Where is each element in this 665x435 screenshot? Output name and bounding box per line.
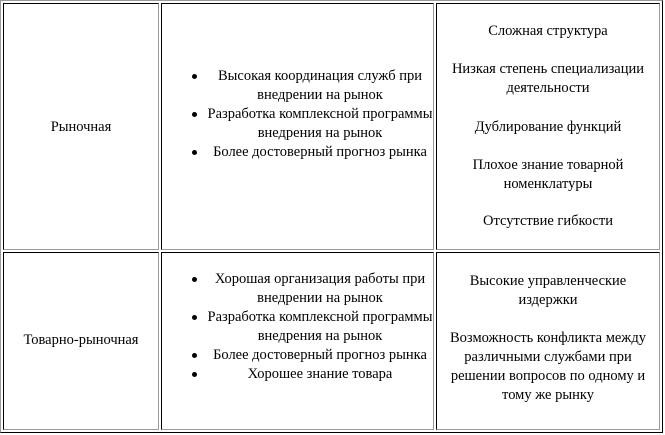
- list-item: Разработка комплексной программы внедрения на рынок: [162, 308, 434, 346]
- list-item: Более достоверный прогноз рынка: [162, 143, 434, 162]
- bullet-icon: [192, 74, 197, 79]
- row-1-disadvantage-5: Отсутствие гибкости: [483, 213, 613, 229]
- bullet-icon: [192, 277, 197, 282]
- row-2-name: Товарно-рыночная: [23, 332, 139, 348]
- list-item: Высокая координация служб при внедрении на рынок: [162, 67, 434, 105]
- list-item: Более достоверный прогноз рынка: [162, 346, 434, 365]
- row-1-disadvantage-4: Плохое знание товарной номенклатуры: [472, 157, 624, 192]
- bullet-icon: [192, 372, 197, 377]
- row-2-disadvantage-2: Возможность конфликта между различными службами при решении вопросов по одному и тому же рынку: [450, 330, 646, 403]
- row-1-disadvantages-cell: [436, 3, 660, 250]
- row-1-name: Рыночная: [50, 119, 112, 135]
- row-2-disadvantage-1: Высокие управленческие издержки: [469, 273, 627, 308]
- row-1-disadvantage-3: Дублирование функций: [474, 119, 622, 135]
- row-1-disadvantage-1: Сложная структура: [488, 23, 608, 39]
- row-1-name-cell: [3, 3, 159, 250]
- row-2-name-cell: [3, 252, 159, 430]
- row-1-advantages-list: [162, 67, 434, 162]
- row-1-advantages-cell: [161, 3, 434, 250]
- row-2-disadvantages-cell: [436, 252, 660, 430]
- row-2-advantages-list: [162, 270, 434, 384]
- bullet-icon: [192, 112, 197, 117]
- list-item: Хорошее знание товара: [162, 365, 434, 384]
- bullet-icon: [192, 150, 197, 155]
- list-item: Хорошая организация работы при внедрении на рынок: [162, 270, 434, 308]
- bullet-icon: [192, 353, 197, 358]
- list-item: Разработка комплексной программы внедрения на рынок: [162, 105, 434, 143]
- bullet-icon: [192, 315, 197, 320]
- row-1-disadvantage-2: Низкая степень специализации деятельности: [451, 61, 645, 96]
- row-2-advantages-cell: [161, 252, 434, 430]
